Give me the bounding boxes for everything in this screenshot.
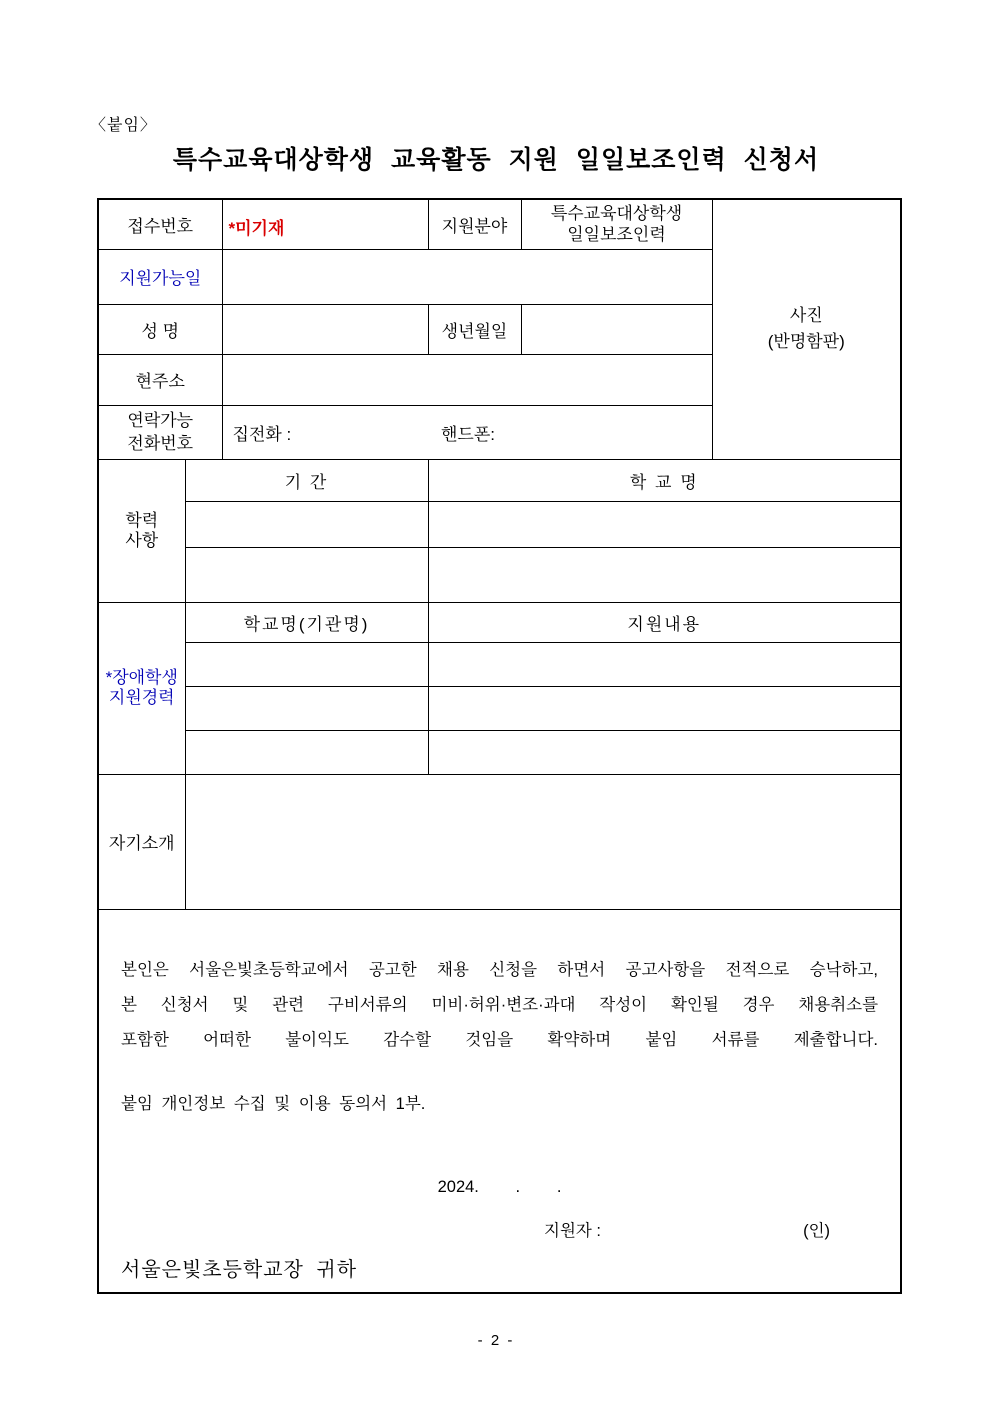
education-section-label: 학력 사항 bbox=[98, 459, 185, 602]
experience-section-label: *장애학생 지원경력 bbox=[98, 602, 185, 774]
seal-label: (인) bbox=[803, 1222, 831, 1241]
education-period-row2 bbox=[185, 547, 428, 602]
receipt-number-label: 접수번호 bbox=[98, 199, 222, 249]
page-number: - 2 - bbox=[477, 1332, 515, 1349]
experience-school-row3 bbox=[185, 730, 428, 774]
mobile-phone-label: 핸드폰: bbox=[440, 424, 495, 444]
address-label: 현주소 bbox=[98, 354, 222, 405]
self-intro-label: 자기소개 bbox=[98, 774, 185, 909]
support-field-label: 지원분야 bbox=[428, 199, 521, 249]
attachment-note: 붙임 개인정보 수집 및 이용 동의서 1부. bbox=[121, 1095, 426, 1114]
declaration-line: 포함한 어떠한 불이익도 감수할 것임을 확약하며 붙임 서류를 제출합니다. bbox=[121, 1031, 879, 1050]
support-field-value: 특수교육대상학생 일일보조인력 bbox=[521, 199, 712, 249]
experience-content-header: 지원내용 bbox=[428, 602, 901, 642]
applicant-signature-row bbox=[99, 1217, 900, 1241]
receipt-number-value: *미기재 bbox=[222, 199, 428, 249]
home-phone-label: 집전화 : bbox=[232, 424, 292, 444]
phone-value bbox=[222, 405, 712, 459]
date-line: 2024. . . bbox=[437, 1178, 562, 1197]
declaration-section bbox=[98, 909, 901, 1293]
phone-label: 연락가능 전화번호 bbox=[98, 405, 222, 459]
experience-content-row1 bbox=[428, 642, 901, 686]
page-title: 특수교육대상학생 교육활동 지원 일일보조인력 신청서 bbox=[172, 146, 820, 174]
addressee: 서울은빛초등학교장 귀하 bbox=[121, 1259, 358, 1282]
declaration-line: 본 신청서 및 관련 구비서류의 미비·허위·변조·과대 작성이 확인될 경우 채용취소를 bbox=[121, 996, 879, 1015]
name-label: 성 명 bbox=[98, 304, 222, 354]
experience-content-row3 bbox=[428, 730, 901, 774]
photo-box: 사진 (반명함판) bbox=[712, 199, 901, 459]
experience-school-row1 bbox=[185, 642, 428, 686]
applicant-label: 지원자 : bbox=[544, 1222, 601, 1241]
self-intro-value bbox=[185, 774, 901, 909]
education-period-row1 bbox=[185, 501, 428, 547]
declaration-line: 본인은 서울은빛초등학교에서 공고한 채용 신청을 하면서 공고사항을 전적으로 승낙하고, bbox=[121, 961, 879, 980]
attachment-tag: 〈붙임〉 bbox=[90, 117, 157, 134]
experience-content-row2 bbox=[428, 686, 901, 730]
birth-date-value bbox=[521, 304, 712, 354]
address-value bbox=[222, 354, 712, 405]
education-period-header: 기 간 bbox=[185, 459, 428, 501]
declaration-paragraph bbox=[121, 953, 878, 1058]
education-school-header: 학 교 명 bbox=[428, 459, 901, 501]
name-value bbox=[222, 304, 428, 354]
experience-school-row2 bbox=[185, 686, 428, 730]
birth-date-label: 생년월일 bbox=[428, 304, 521, 354]
available-date-value bbox=[222, 249, 712, 304]
available-date-label: 지원가능일 bbox=[98, 249, 222, 304]
application-form-table bbox=[97, 198, 902, 1294]
education-school-row2 bbox=[428, 547, 901, 602]
education-school-row1 bbox=[428, 501, 901, 547]
experience-school-header: 학교명(기관명) bbox=[185, 602, 428, 642]
